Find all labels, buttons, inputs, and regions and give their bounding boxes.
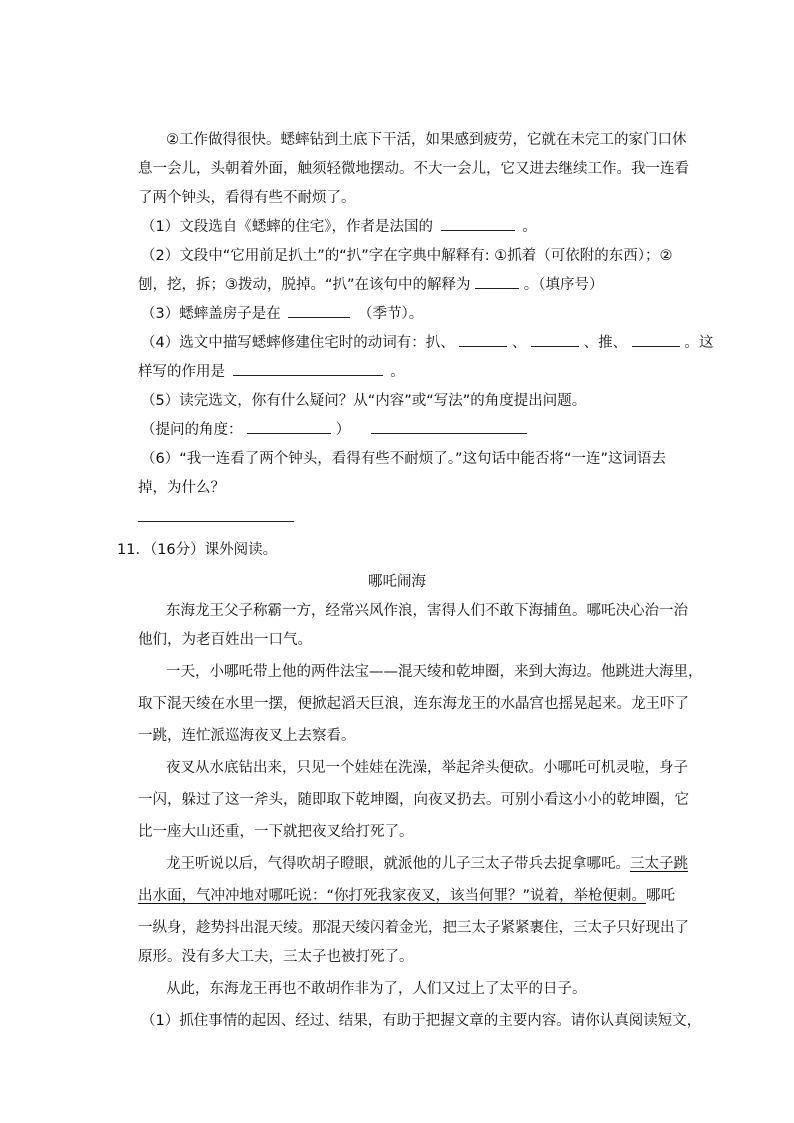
question-1-text: （1）文段选自《蟋蟀的住宅》，作者是法国的 — [141, 219, 433, 235]
answer-blank[interactable] — [475, 274, 519, 289]
question-1 — [141, 216, 537, 238]
answer-blank[interactable] — [632, 332, 680, 347]
answer-blank[interactable] — [441, 216, 515, 231]
story-line: 出水面，气冲冲地对哪吒说：“你打死我家夜叉，该当何罪？”说着，举枪便刺。哪吒 — [138, 888, 676, 904]
question-2-line-1: （2）文段中“它用前足扒土”的“扒”字在字典中解释有: ①抓着（可依附的东西）；② — [141, 248, 673, 264]
story-line: 一天，小哪吒带上他的两件法宝——混天绫和乾坤圈，来到大海边。他跳进大海里， — [166, 664, 703, 680]
story-line: 夜叉从水底钻出来，只见一个娃娃在洗澡，举起斧头便砍。小哪吒可机灵啦，身子 — [166, 760, 688, 776]
answer-blank[interactable] — [531, 332, 579, 347]
line-p2-2: 息一会儿，头朝着外面，触须轻微地摆动。不大一会儿，它又进去继续工作。我一连看 — [138, 161, 689, 177]
question-11-1: （1）抓住事情的起因、经过、结果，有助于把握文章的主要内容。请你认真阅读短文， — [141, 1013, 702, 1029]
story-title: 哪吒闹海 — [368, 574, 426, 590]
story-line: 一闪，躲过了这一斧头，随即取下乾坤圈，向夜叉扔去。可别小看这小小的乾坤圈，它 — [138, 792, 689, 808]
story-line: 一跳，连忙派巡海夜叉上去察看。 — [138, 728, 356, 744]
underlined-sentence: 出水面，气冲冲地对哪吒说：“你打死我家夜叉，该当何罪？”说着，举枪便刺。 — [138, 888, 647, 904]
line-p2-1: ②工作做得很快。蟋蟀钻到土底下干活，如果感到疲劳，它就在未完工的家门口休 — [166, 132, 687, 148]
question-4-line-2: 样写的作用是 。 — [138, 361, 405, 383]
story-line: 原形。没有多大工夫，三太子也被打死了。 — [138, 949, 414, 965]
question-2-line-2: 刨，挖，拆；③拨动，脱掉。“扒”在该句中的解释为 。（填序号） — [138, 274, 604, 296]
answer-blank[interactable] — [459, 332, 507, 347]
question-5-line-1: （5）读完选文，你有什么疑问？从“内容”或“写法”的角度提出问题。 — [141, 393, 587, 409]
story-line: 从此，东海龙王再也不敢胡作非为了，人们又过上了太平的日子。 — [166, 981, 587, 997]
question-6-line-1: （6）“我一连看了两个钟头，看得有些不耐烦了。”这句话中能否将“一连”这词语去 — [141, 451, 667, 467]
story-line: 取下混天绫在水里一摆，便掀起滔天巨浪，连东海龙王的水晶宫也摇晃起来。龙王吓了 — [138, 696, 689, 712]
underlined-sentence: 三太子跳 — [630, 856, 688, 872]
line-p2-3: 了两个钟头，看得有些不耐烦了。 — [138, 190, 356, 206]
story-line: 东海龙王父子称霸一方，经常兴风作浪，害得人们不敢下海捕鱼。哪吒决心治一治 — [166, 603, 688, 619]
answer-blank[interactable] — [247, 419, 331, 434]
answer-blank[interactable] — [233, 361, 383, 376]
answer-line[interactable] — [138, 521, 294, 522]
question-4-line-1: （4）选文中描写蟋蟀修建住宅时的动词有：扒、 、 、推、 。这 — [141, 332, 713, 354]
question-1-end: 。 — [522, 219, 537, 235]
question-5-line-2: （提问的角度： ） — [141, 419, 527, 441]
story-line: 比一座大山还重，一下就把夜叉给打死了。 — [138, 824, 414, 840]
question-11-header: 11．（16分）课外阅读。 — [117, 542, 278, 558]
question-6-line-2: 掉，为什么？ — [138, 480, 225, 496]
story-line: 一纵身，趁势抖出混天绫。那混天绫闪着金光，把三太子紧紧裹住，三太子只好现出了 — [138, 920, 689, 936]
story-line: 他们，为老百姓出一口气。 — [138, 632, 312, 648]
answer-blank[interactable] — [371, 419, 527, 434]
story-line: 龙王听说以后，气得吹胡子瞪眼，就派他的儿子三太子带兵去捉拿哪吒。三太子跳 — [166, 856, 688, 872]
question-3: （3）蟋蟀盖房子是在 （季节）。 — [141, 303, 423, 325]
answer-blank[interactable] — [288, 303, 350, 318]
